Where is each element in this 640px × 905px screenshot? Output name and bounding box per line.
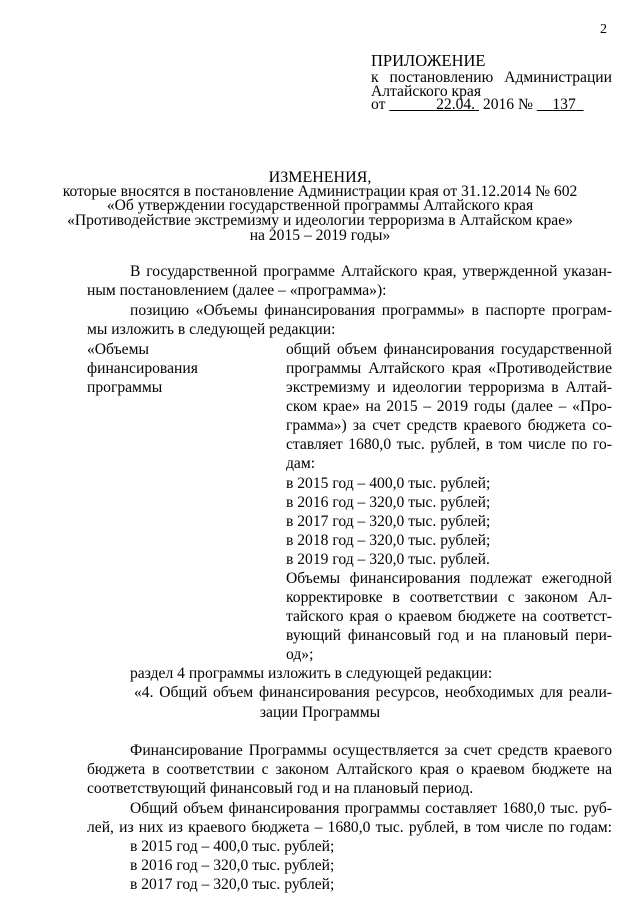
passport-value-line: ском крае» на 2015 – 2019 годы (далее – «Про- xyxy=(286,398,612,415)
passport-label: «Объемы xyxy=(87,341,149,358)
heading-line3: «Противодействие экстремизму и идеологии терроризма в Алтайском крае» xyxy=(67,212,573,229)
passport-value-line: в 2015 год – 400,0 тыс. рублей; xyxy=(286,475,491,492)
section4-title-line1: «4. Общий объем финансирования ресурсов, необходимых для реали- xyxy=(134,684,612,701)
intro-line: В государственной программе Алтайского края, утвержденной указан- xyxy=(130,263,612,280)
intro-line: позицию «Объемы финансирования программы» в паспорте програм- xyxy=(130,302,612,319)
body-line: соответствующий финансовый год и на плановый период. xyxy=(87,780,474,797)
appendix-title: ПРИЛОЖЕНИЕ xyxy=(371,51,486,70)
body-line: Финансирование Программы осуществляется за счет средств краевого xyxy=(130,742,612,759)
passport-value-line: вующий финансовый год и на плановый пери- xyxy=(286,627,612,644)
passport-value-line: Объемы финансирования подлежат ежегодной xyxy=(286,570,612,587)
body-line: в 2017 год – 320,0 тыс. рублей; xyxy=(130,876,335,893)
body-line: Общий объем финансирования программы составляет 1680,0 тыс. руб- xyxy=(130,800,612,817)
appendix-line2: Алтайского края xyxy=(371,83,481,100)
passport-value-line: корректировке в соответствии с законом Ал- xyxy=(286,589,612,606)
page-number: 2 xyxy=(600,22,607,37)
appendix-number-value: 137 xyxy=(552,96,576,113)
body-line: в 2015 год – 400,0 тыс. рублей; xyxy=(130,838,335,855)
appendix-date-line xyxy=(371,95,584,114)
heading-title: ИЗМЕНЕНИЯ, xyxy=(268,169,372,186)
passport-label: финансирования xyxy=(87,360,198,377)
passport-value-line: программы Алтайского края «Противодействие xyxy=(286,360,612,377)
appendix-from-label: от xyxy=(371,96,386,113)
passport-value-line: экстремизму и идеологии терроризма в Алтай- xyxy=(286,379,612,396)
intro-line: мы изложить в следующей редакции: xyxy=(87,321,336,338)
passport-value-line: в 2018 год – 320,0 тыс. рублей; xyxy=(286,532,491,549)
passport-value-line: ставляет 1680,0 тыс. рублей, в том числе по го- xyxy=(286,436,612,453)
passport-value-line: тайского края о краевом бюджете на соответст- xyxy=(286,608,612,625)
appendix-date-value: 22.04. xyxy=(436,96,476,113)
appendix-line1: к постановлению Администрации xyxy=(371,69,612,86)
body-line: в 2016 год – 320,0 тыс. рублей; xyxy=(130,857,335,874)
passport-value-line: общий объем финансирования государственной xyxy=(286,341,612,358)
body-line: бюджета в соответствии с законом Алтайского края о краевом бюджете на xyxy=(87,761,612,778)
body-line: лей, из них из краевого бюджета – 1680,0 тыс. рублей, в том числе по годам: xyxy=(87,819,612,836)
section4-intro: раздел 4 программы изложить в следующей редакции: xyxy=(130,665,493,682)
heading-line4: на 2015 – 2019 годы» xyxy=(249,227,391,244)
appendix-year: 2016 № xyxy=(482,96,533,113)
section4-title-line2: зации Программы xyxy=(259,704,381,721)
passport-value-line: в 2019 год – 320,0 тыс. рублей. xyxy=(286,551,490,568)
passport-value-line: дам: xyxy=(286,455,316,472)
passport-value-line: в 2016 год – 320,0 тыс. рублей; xyxy=(286,494,491,511)
passport-value-line: од»; xyxy=(286,646,314,663)
passport-value-line: в 2017 год – 320,0 тыс. рублей; xyxy=(286,513,491,530)
intro-line: ным постановлением (далее – «программа»): xyxy=(87,282,387,299)
heading-line2: «Об утверждении государственной программы Алтайского края xyxy=(106,197,534,214)
heading-line1: которые вносятся в постановление Администрации края от 31.12.2014 № 602 xyxy=(62,183,578,200)
passport-value-line: грамма») за счет средств краевого бюджета со- xyxy=(286,417,612,434)
appendix-number xyxy=(537,96,584,113)
appendix-date xyxy=(389,96,479,113)
passport-label: программы xyxy=(87,379,163,396)
